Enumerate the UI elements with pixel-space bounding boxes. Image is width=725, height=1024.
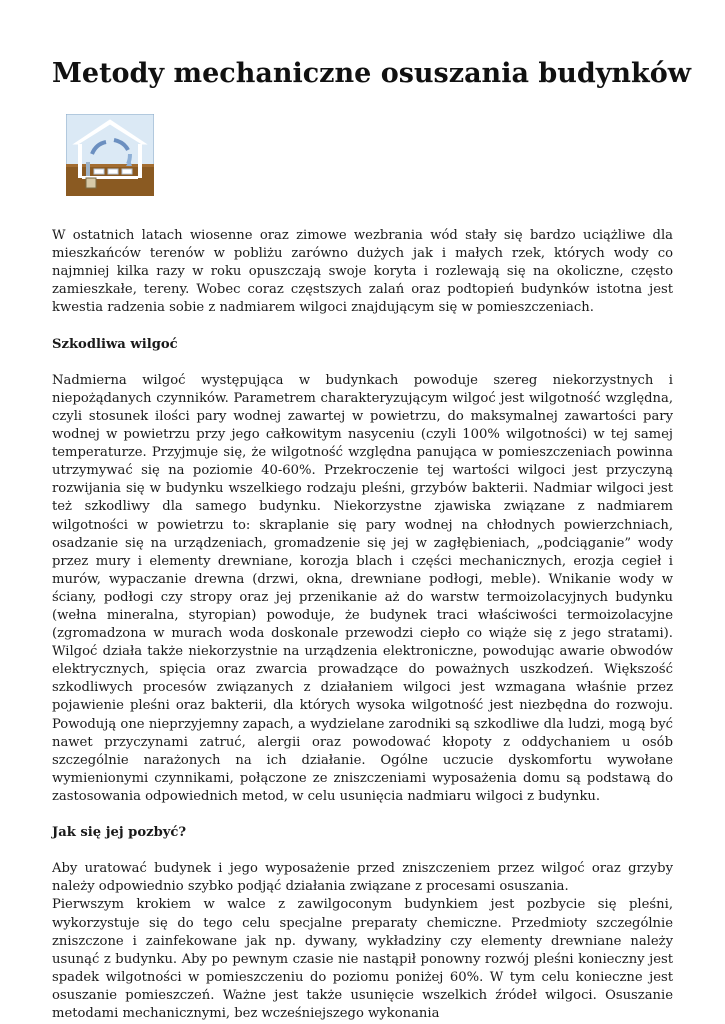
section1-paragraph: Nadmierna wilgoć występująca w budynkach powoduje szereg niekorzystnych i niepożądanych czynników. Parametrem charakteryzującym wilgoć jest wilgotność względna, czyli stosunek ilości pary wodnej zawartej w powietrzu, do maksymalnej zawartości pary wodnej w powietrzu przy jego całkowitym nasyceniu (czyli 100% wilgotności) w tej samej temperaturze. Przyjmuje się, że wilgotność względna panująca w pomieszczeniach powinna utrzymywać się na poziomie 40-60%. Przekroczenie tej wartości wilgoci jest przyczyną rozwijania się w budynku wszelkiego rodzaju pleśni, grzybów bakterii. Nadmiar wilgoci jest też szkodliwy dla samego budynku. Niekorzystne zjawiska związane z nadmiarem wilgotności w powietrzu to: skraplanie się pary wodnej na chłodnych powierzchniach, osadzanie się na urządzeniach, gromadzenie się jej w zagłębieniach, „podciąganie” wody przez mury i elementy drewniane, korozja blach i części mechanicznych, erozja cegieł i murów, wypaczanie drewna (drzwi, okna, drewniane podłogi, meble). Wnikanie wody w ściany, podłogi czy stropy oraz jej przenikanie aż do warstw termoizolacyjnych budynku (wełna mineralna, styropian) powoduje, że budynek traci właściwości termoizolacyjne (zgromadzona w murach woda doskonale przewodzi ciepło co wiąże się z jego stratami). Wilgoć działa także niekorzystnie na urządzenia elektroniczne, powodując awarie obwodów elektrycznych, spięcia oraz zwarcia prowadzące do poważnych uszkodzeń. Większość szkodliwych procesów związanych z działaniem wilgoci jest wzmagana właśnie przez pojawienie pleśni oraz bakterii, dla których wysoka wilgotność jest niezbędna do rozwoju. Powodują one nieprzyjemny zapach, a wydzielane zarodniki są szkodliwe dla ludzi, mogą być nawet przyczynami zatruć, alergii oraz powodować kłopoty z oddychaniem u osób szczególnie narażonych na ich działanie. Ogólne uczucie dyskomfortu wywołane wymienionymi czynnikami, połączone ze zniszczeniami wyposażenia domu są podstawą do zastosowania odpowiednich metod, w celu usunięcia nadmiaru wilgoci z budynku. (52, 372, 673, 804)
article-body (52, 227, 673, 1023)
section2-paragraph-2: Pierwszym krokiem w walce z zawilgoconym budynkiem jest pozbycie się pleśni, wykorzystuje się do tego celu specjalne preparaty chemiczne. Przedmioty szczególnie zniszczone i zainfekowane jak np. dywany, wykładziny czy elementy drewniane należy usunąć z budynku. Aby po pewnym czasie nie nastąpił ponowny rozwój pleśni konieczny jest spadek wilgotności w pomieszczeniu do poziomu poniżej 60%. W tym celu konieczne jest osuszanie pomieszczeń. Ważne jest także usunięcie wszelkich źródeł wilgoci. Osuszanie metodami mechanicznymi, bez wcześniejszego wykonania (52, 897, 673, 1022)
intro-paragraph: W ostatnich latach wiosenne oraz zimowe wezbrania wód stały się bardzo uciążliwe dla mieszkańców terenów w pobliżu zarówno dużych jak i małych rzek, których wody co najmniej kilka razy w roku opuszczają swoje koryta i rozlewają się na okoliczne, często zamieszkałe, tereny. Wobec coraz częstszych zalań oraz podtopień budynków istotna jest kwestia radzenia sobie z nadmiarem wilgoci znajdującym się w pomieszczeniach. (52, 228, 673, 316)
section-heading-szkodliwa-wilgoc: Szkodliwa wilgoć (52, 336, 178, 352)
section2-paragraph-1: Aby uratować budynek i jego wyposażenie przed zniszczeniem przez wilgoć oraz grzyby należy odpowiednio szybko podjąć działania związane z procesami osuszania. (52, 861, 673, 895)
house-moisture-illustration (66, 114, 154, 196)
section-heading-jak-sie-jej-pozbyc: Jak się jej pozbyć? (52, 825, 187, 841)
page-title: Metody mechaniczne osuszania budynków (52, 58, 692, 89)
